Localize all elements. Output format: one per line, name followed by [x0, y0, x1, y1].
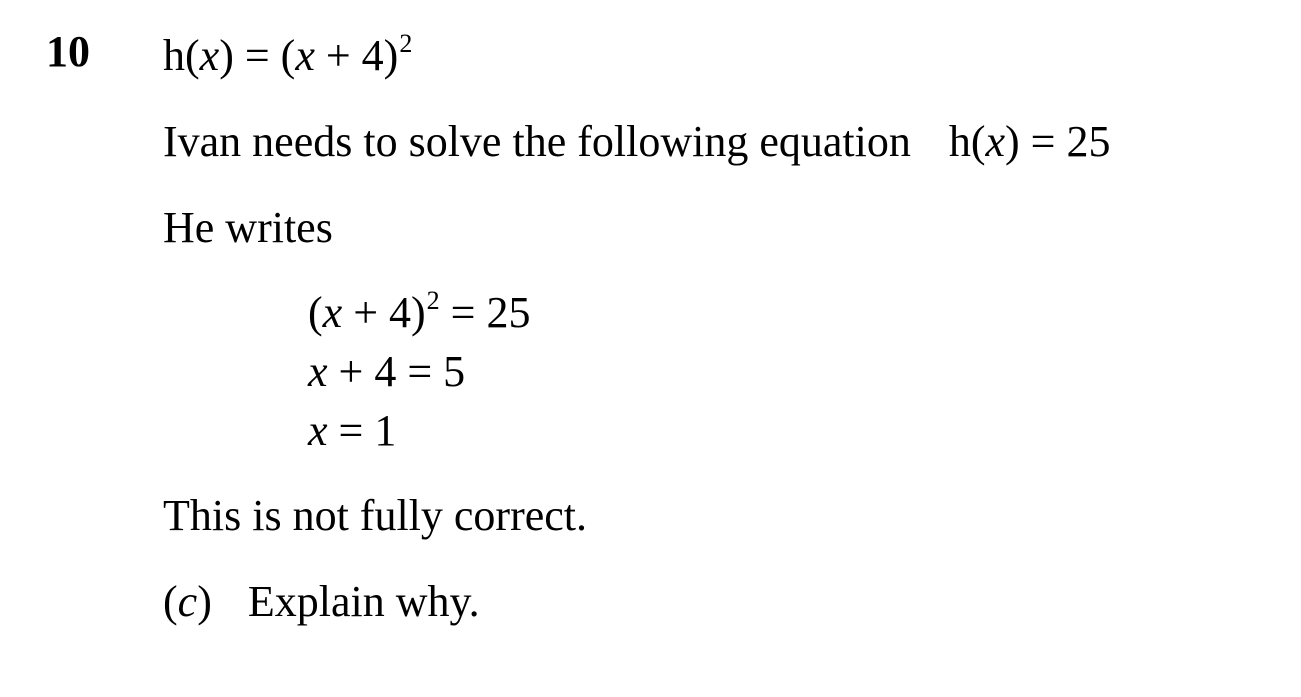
rhs-variable: x — [295, 31, 315, 80]
working-variable: x — [308, 347, 328, 396]
working-line-2 — [308, 347, 466, 396]
working-exponent: 2 — [426, 286, 440, 315]
equation-rhs: 25 — [1066, 117, 1111, 166]
equation-function: h — [948, 117, 971, 166]
working-intro: He writes — [163, 203, 333, 252]
rhs-term: + 4) — [314, 31, 399, 80]
statement-text: Ivan needs to solve the following equation — [163, 117, 911, 166]
part-label: c — [177, 577, 198, 626]
function-definition: $h(x) = (x + 4)^2$ — [163, 29, 413, 80]
working-term: = 1 — [327, 406, 397, 455]
equation-variable: x — [985, 117, 1006, 166]
rhs-open: ( — [280, 31, 296, 80]
working-variable: x — [308, 406, 328, 455]
part-c: (c) Explain why. — [163, 577, 480, 626]
working-term: + 4 = 5 — [327, 347, 466, 396]
part-prompt: Explain why. — [247, 577, 480, 626]
working-paren: ( — [308, 288, 323, 337]
rhs-exponent: 2 — [399, 29, 413, 58]
function-variable: x — [199, 31, 220, 80]
problem-statement: Ivan needs to solve the following equation h(x) = 25 — [163, 117, 1111, 166]
working-line-1 — [308, 286, 531, 337]
working-rest: = 25 — [439, 288, 531, 337]
working-term: + 4) — [342, 288, 426, 337]
working-line-3 — [308, 406, 397, 455]
function-name: h — [163, 31, 185, 80]
remark: This is not fully correct. — [163, 491, 588, 540]
question-number: 10 — [46, 27, 90, 76]
working-variable: x — [322, 288, 343, 337]
